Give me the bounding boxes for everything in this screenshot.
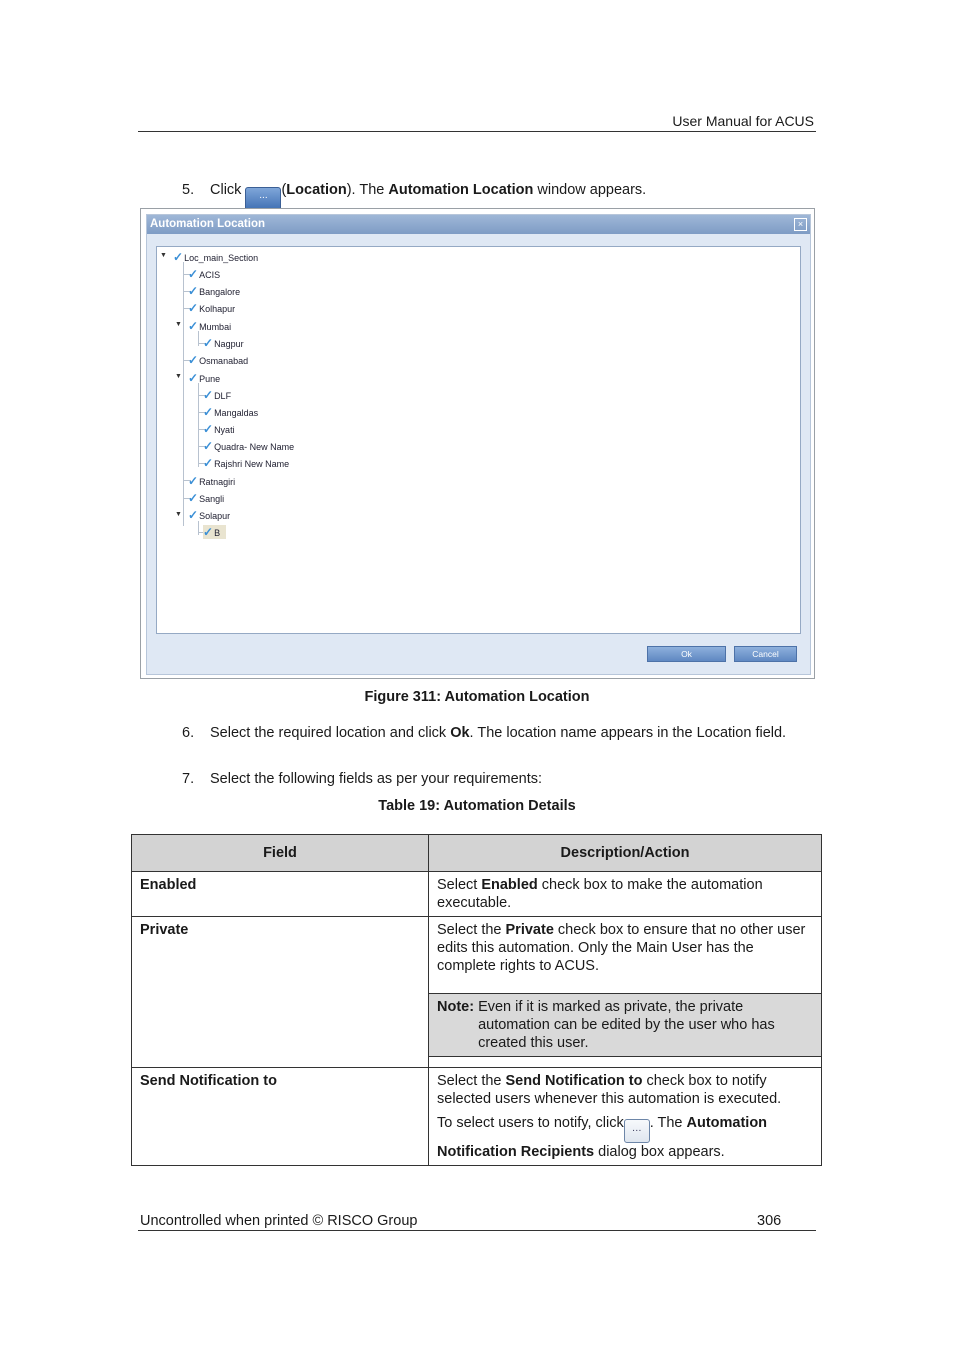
tree-node[interactable]: ✓Kolhapur [188, 301, 236, 315]
cancel-button[interactable]: Cancel [734, 646, 797, 662]
check-icon: ✓ [203, 388, 214, 402]
footer-rule [138, 1230, 816, 1231]
column-header: Field [132, 835, 429, 872]
figure-frame [140, 208, 815, 679]
step-number: 7. [182, 771, 195, 787]
description-cell: Select Enabled check box to make the automation executable. [429, 872, 822, 917]
tree-node[interactable]: ✓Osmanabad [188, 353, 249, 367]
table-row [132, 1068, 822, 1166]
notify-text-1: Select the Send Notification to check box to notify selected users whenever this automation is executed. [437, 1073, 782, 1107]
check-icon: ✓ [188, 267, 199, 281]
table-caption: Table 19: Automation Details [378, 798, 576, 814]
ellipsis-button-icon: … [624, 1119, 650, 1143]
expand-arrow-icon[interactable]: ▼ [175, 511, 182, 518]
step-text: Select the required location and click Ok. The location name appears in the Location field. [210, 725, 787, 741]
description-cell: Select the Private check box to ensure that no other user edits this automation. Only the Main User has the complete rights to ACUS. [429, 917, 822, 994]
step-text: Select the following fields as per your requirements: [210, 771, 543, 787]
check-icon: ✓ [188, 319, 199, 333]
tree-node[interactable]: ✓Solapur [188, 508, 231, 522]
tree-node-selected[interactable]: ✓B [203, 525, 226, 539]
check-icon: ✓ [188, 491, 199, 505]
check-icon: ✓ [203, 439, 214, 453]
tree-node[interactable]: ✓Bangalore [188, 284, 241, 298]
table-row [132, 872, 822, 917]
empty-cell [429, 1057, 822, 1068]
table-row [132, 917, 822, 994]
tree-node[interactable]: ✓DLF [203, 388, 232, 402]
tree-connector [183, 262, 184, 526]
tree-node[interactable]: ✓Loc_main_Section [173, 250, 259, 264]
check-icon: ✓ [203, 525, 214, 539]
step-text: Click ... (Location). The Automation Location window appears. [210, 181, 810, 211]
header-rule [138, 131, 816, 132]
table-header-row [132, 835, 822, 872]
expand-arrow-icon[interactable]: ▼ [175, 373, 182, 380]
tree-node[interactable]: ✓Nyati [203, 422, 235, 436]
tree-node[interactable]: ✓ACIS [188, 267, 221, 281]
column-header: Description/Action [429, 835, 822, 872]
location-tree[interactable] [156, 246, 801, 634]
check-icon: ✓ [203, 336, 214, 350]
tree-node[interactable]: ✓Ratnagiri [188, 474, 236, 488]
figure-caption: Figure 311: Automation Location [364, 689, 590, 705]
tree-node[interactable]: ✓Quadra- New Name [203, 439, 295, 453]
check-icon: ✓ [203, 456, 214, 470]
check-icon: ✓ [173, 250, 184, 264]
ok-button[interactable]: Ok [647, 646, 726, 662]
field-cell: Send Notification to [132, 1068, 429, 1166]
running-header: User Manual for ACUS [672, 113, 814, 129]
location-button-icon: ... [245, 187, 281, 211]
tree-node[interactable]: ✓Nagpur [203, 336, 244, 350]
check-icon: ✓ [188, 353, 199, 367]
footer-text: Uncontrolled when printed © RISCO Group [140, 1213, 418, 1229]
expand-arrow-icon[interactable]: ▼ [160, 252, 167, 259]
check-icon: ✓ [203, 405, 214, 419]
check-icon: ✓ [188, 284, 199, 298]
step-number: 5. [182, 182, 195, 198]
check-icon: ✓ [203, 422, 214, 436]
dialog-title: Automation Location [147, 215, 810, 234]
tree-node[interactable]: ✓Mangaldas [203, 405, 259, 419]
close-icon[interactable]: × [794, 218, 807, 231]
check-icon: ✓ [188, 301, 199, 315]
expand-arrow-icon[interactable]: ▼ [175, 321, 182, 328]
note-label: Note: [437, 999, 475, 1015]
automation-location-dialog [146, 214, 811, 675]
step-number: 6. [182, 725, 195, 741]
check-icon: ✓ [188, 371, 199, 385]
check-icon: ✓ [188, 508, 199, 522]
field-cell: Enabled [132, 872, 429, 917]
check-icon: ✓ [188, 474, 199, 488]
page-number: 306 [757, 1213, 782, 1229]
tree-node[interactable]: ✓Mumbai [188, 319, 232, 333]
tree-node[interactable]: ✓Rajshri New Name [203, 456, 290, 470]
automation-details-table [131, 834, 822, 1166]
note-text: Even if it is marked as private, the private automation can be edited by the user who has created this user. [478, 999, 775, 1051]
tree-node[interactable]: ✓Pune [188, 371, 221, 385]
field-cell: Private [132, 917, 429, 1068]
note-cell [429, 994, 822, 1057]
description-cell [429, 1068, 822, 1166]
notify-text-2: To select users to notify, click … . The Automation Notification Recipients dialog box appears. [437, 1115, 768, 1160]
tree-node[interactable]: ✓Sangli [188, 491, 225, 505]
